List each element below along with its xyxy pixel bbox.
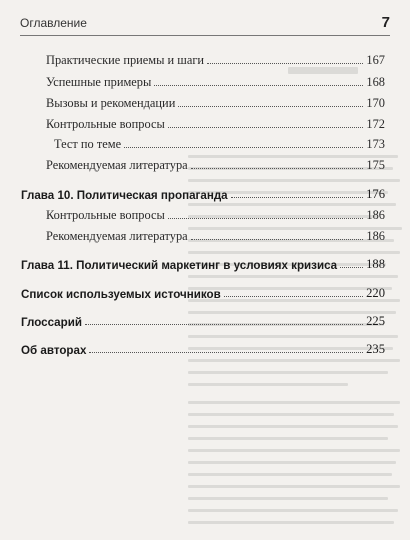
dot-leader <box>89 352 363 353</box>
toc-entry-page: 172 <box>366 117 385 131</box>
toc-entry-page: 186 <box>366 229 385 243</box>
toc-entry-page: 235 <box>366 342 385 356</box>
toc-entry-title: Рекомендуемая литература <box>46 229 188 243</box>
running-header-title: Оглавление <box>20 16 87 30</box>
dot-leader <box>85 324 363 325</box>
toc-chapter-entry[interactable] <box>21 311 385 329</box>
dot-leader <box>207 63 363 64</box>
toc-entry-page: 173 <box>366 137 385 151</box>
toc-entry-page: 176 <box>366 187 385 201</box>
toc-entry[interactable] <box>46 93 385 111</box>
toc-chapter-title: Список используемых источников <box>21 288 221 301</box>
toc-chapter-entry[interactable] <box>21 283 385 301</box>
toc-entry[interactable] <box>46 114 385 132</box>
toc-entry-title: Тест по теме <box>54 137 122 151</box>
toc-chapter-entry[interactable] <box>21 184 385 202</box>
toc-chapter-entry[interactable] <box>21 339 385 357</box>
toc-entry-page: 188 <box>366 257 385 271</box>
dot-leader <box>191 168 364 169</box>
toc-entry-title: Контрольные вопросы <box>46 117 165 131</box>
toc-entry-page: 186 <box>366 208 385 222</box>
toc-entry-title: Практические приемы и шаги <box>46 53 205 67</box>
toc-entry-page: 170 <box>366 96 385 110</box>
toc-entry-page: 220 <box>366 286 385 300</box>
dot-leader <box>178 106 363 107</box>
dot-leader <box>224 296 363 297</box>
dot-leader <box>340 267 363 268</box>
toc-entry-page: 168 <box>366 75 385 89</box>
page-number: 7 <box>381 14 390 31</box>
toc-entry[interactable] <box>46 205 385 223</box>
dot-leader <box>231 197 363 198</box>
toc-entry-title: Контрольные вопросы <box>46 208 165 222</box>
dot-leader <box>168 127 364 128</box>
dot-leader <box>154 85 363 86</box>
dot-leader <box>168 218 364 219</box>
toc-entry[interactable] <box>46 50 385 68</box>
toc-chapter-title: Глава 10. Политическая пропаганда <box>21 189 228 202</box>
toc-entry-title: Рекомендуемая литература <box>46 158 188 172</box>
dot-leader <box>124 147 363 148</box>
toc-entry[interactable] <box>46 72 385 90</box>
toc-chapter-entry[interactable] <box>21 254 385 272</box>
toc-chapter-title: Глава 11. Политический маркетинг в условиях кризиса <box>21 259 338 272</box>
dot-leader <box>191 239 364 240</box>
running-header <box>20 14 390 34</box>
toc-entry-title: Вызовы и рекомендации <box>46 96 176 110</box>
header-divider <box>20 35 390 36</box>
toc-entry-page: 167 <box>366 53 385 67</box>
toc-chapter-title: Глоссарий <box>21 316 82 329</box>
toc-entry-page: 225 <box>366 314 385 328</box>
toc-entry-title: Успешные примеры <box>46 75 152 89</box>
toc-entry[interactable] <box>46 226 385 244</box>
toc-entry[interactable] <box>46 155 385 173</box>
toc-entry[interactable] <box>54 134 385 152</box>
toc-chapter-title: Об авторах <box>21 344 87 357</box>
toc-entry-page: 175 <box>366 158 385 172</box>
